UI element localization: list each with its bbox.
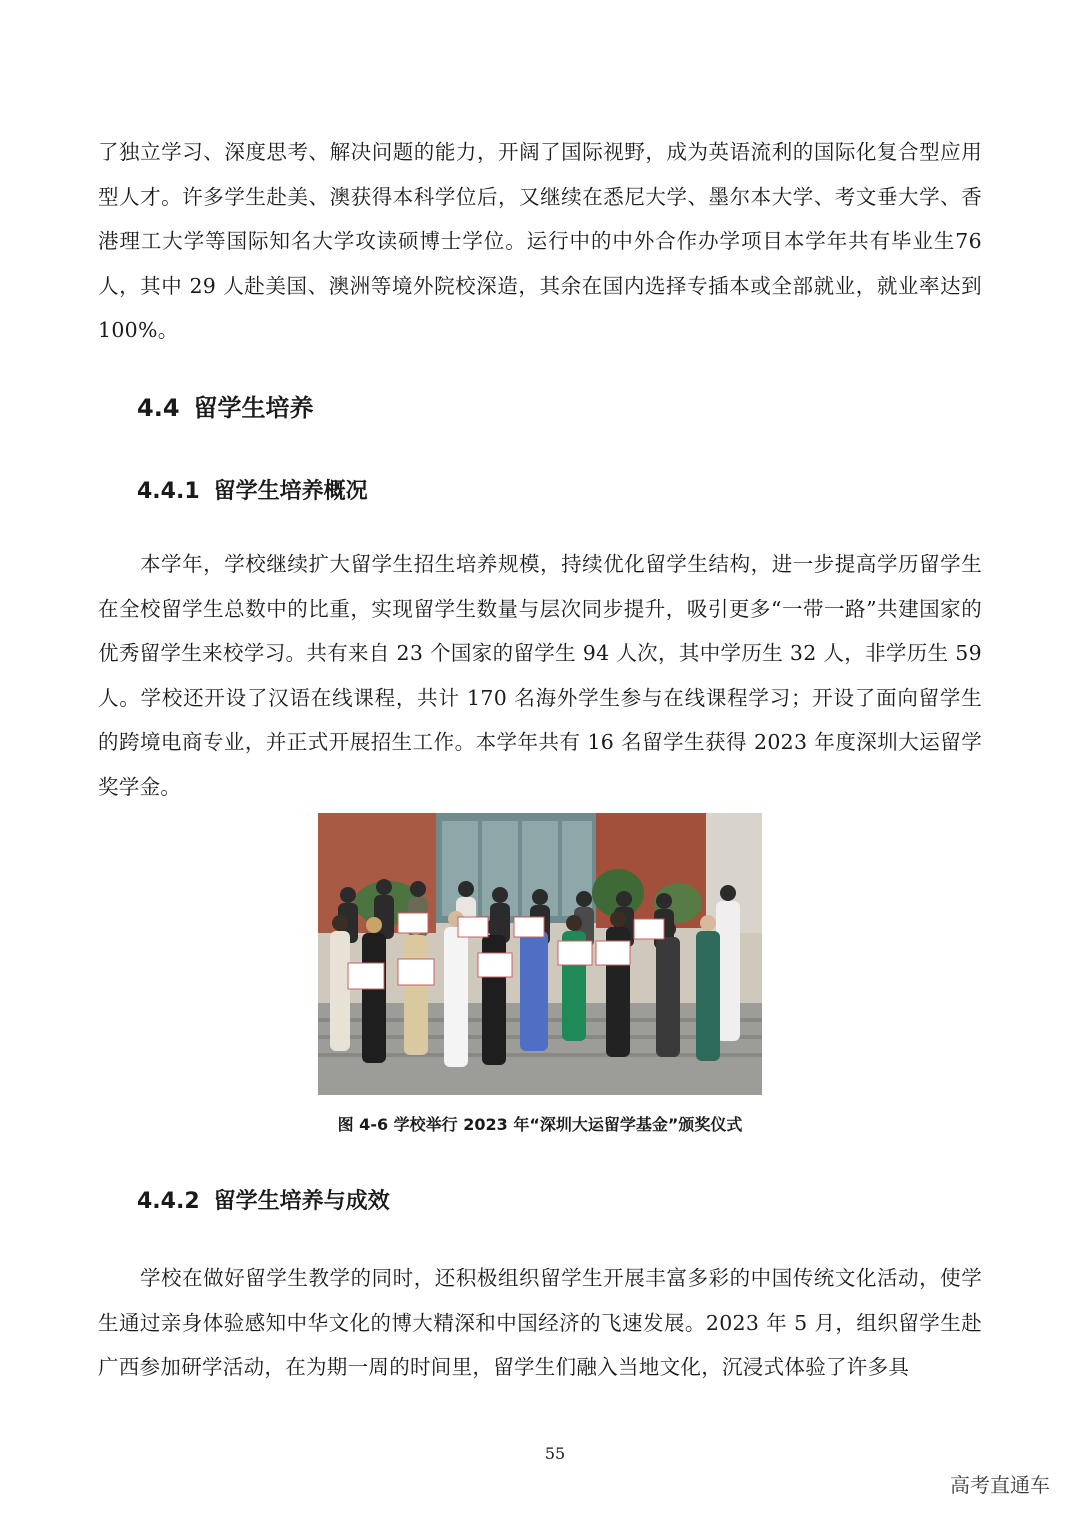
heading-4-4-2-number: 4.4.2 [137,1189,200,1214]
paragraph-section-4-3-tail: 了独立学习、深度思考、解决问题的能力，开阔了国际视野，成为英语流利的国际化复合型应用型人才。许多学生赴美、澳获得本科学位后，又继续在悉尼大学、墨尔本大学、考文垂大学、香港理工大学等国际知名大学攻读硕博士学位。运行中的中外合作办学项目本学年共有毕业生76 人，其中 29 人赴美国、澳洲等境外院校深造，其余在国内选择专插本或全部就业，就业率达到 100%。 [98,140,982,342]
heading-4-4-title: 留学生培养 [193,394,314,422]
paragraph-4-4-2: 学校在做好留学生教学的同时，还积极组织留学生开展丰富多彩的中国传统文化活动，使学生通过亲身体验感知中华文化的博大精深和中国经济的飞速发展。2023 年 5 月，组织留学生赴广西参加研学活动，在为期一周的时间里，留学生们融入当地文化，沉浸式体验了许多具 [98,1266,982,1379]
heading-4-4-1-number: 4.4.1 [137,479,200,504]
heading-4-4-2-title: 留学生培养与成效 [213,1189,390,1214]
paragraph-4-4-1: 本学年，学校继续扩大留学生招生培养规模，持续优化留学生结构，进一步提高学历留学生在全校留学生总数中的比重，实现留学生数量与层次同步提升，吸引更多“一带一路”共建国家的优秀留学生来校学习。共有来自 23 个国家的留学生 94 人次，其中学历生 32 人，非学历生 59 人。学校还开设了汉语在线课程，共计 170 名海外学生参与在线课程学习；开设了面向留学生的跨境电商专业，并正式开展招生工作。本学年共有 16 名留学生获得 2023 年度深圳大运留学奖学金。 [98,552,982,799]
heading-4-4-1 [137,473,368,511]
page-number: 55 [544,1444,566,1463]
figure-caption: 图 4-6 学校举行 2023 年“深圳大运留学基金”颁奖仪式 [337,1115,743,1134]
heading-4-4 [137,388,314,428]
heading-4-4-1-title: 留学生培养概况 [213,479,368,504]
photo-illustration [318,813,762,1095]
heading-4-4-number: 4.4 [137,394,180,422]
watermark-text: 高考直通车 [950,1473,1050,1497]
award-ceremony-photo [318,813,762,1095]
heading-4-4-2 [137,1183,390,1221]
